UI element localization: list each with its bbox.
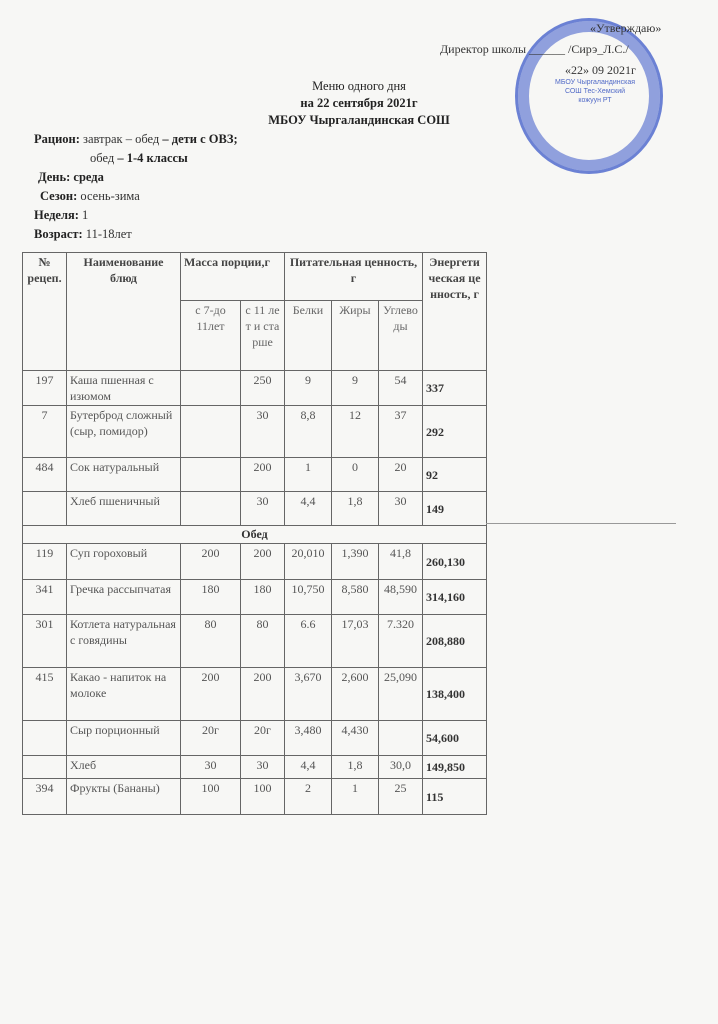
- cell-dish-name: Сыр порционный: [67, 721, 181, 756]
- cell-protein: 6.6: [285, 615, 332, 668]
- cell-mass-7-11: [181, 458, 241, 492]
- cell-carbs: 48,590: [379, 580, 423, 615]
- cell-carbs: 20: [379, 458, 423, 492]
- approval-block: [440, 18, 710, 81]
- cell-carbs: 30,0: [379, 756, 423, 779]
- week-value: 1: [78, 208, 89, 222]
- cell-energy: 208,880: [423, 615, 487, 668]
- cell-dish-name: Сок натуральный: [67, 458, 181, 492]
- cell-mass-7-11: 180: [181, 580, 241, 615]
- cell-fat: 4,430: [332, 721, 379, 756]
- header-dish: Наименование блюд: [67, 253, 181, 371]
- week-label: Неделя:: [34, 208, 79, 222]
- cell-recipe-no: [23, 492, 67, 526]
- cell-fat: 17,03: [332, 615, 379, 668]
- header-energy: Энергетическая ценность, г: [423, 253, 487, 371]
- menu-meta: [34, 130, 238, 244]
- cell-mass-11-plus: 30: [241, 756, 285, 779]
- cell-mass-11-plus: 180: [241, 580, 285, 615]
- table-row: [23, 458, 487, 492]
- cell-mass-7-11: [181, 371, 241, 406]
- cell-carbs: 54: [379, 371, 423, 406]
- cell-recipe-no: 415: [23, 668, 67, 721]
- cell-protein: 8,8: [285, 406, 332, 458]
- table-row: [23, 779, 487, 815]
- cell-carbs: 25: [379, 779, 423, 815]
- season-label: Сезон:: [40, 189, 78, 203]
- cell-dish-name: Хлеб пшеничный: [67, 492, 181, 526]
- cell-dish-name: Какао - напиток на молоке: [67, 668, 181, 721]
- header-nutrition: Питательная ценность, г: [285, 253, 423, 301]
- cell-recipe-no: 394: [23, 779, 67, 815]
- title-line-2: на 22 сентября 2021г: [300, 96, 418, 110]
- cell-carbs: 37: [379, 406, 423, 458]
- cell-energy: 54,600: [423, 721, 487, 756]
- cell-protein: 10,750: [285, 580, 332, 615]
- cell-dish-name: Суп гороховый: [67, 544, 181, 580]
- cell-carbs: 25,090: [379, 668, 423, 721]
- cell-mass-11-plus: 30: [241, 492, 285, 526]
- cell-mass-11-plus: 250: [241, 371, 285, 406]
- cell-protein: 3,480: [285, 721, 332, 756]
- header-carbs: Углеводы: [379, 301, 423, 371]
- table-row: [23, 492, 487, 526]
- table-row: [23, 721, 487, 756]
- ration-value: завтрак – обед: [83, 132, 160, 146]
- divider: [486, 523, 676, 524]
- cell-energy: 314,160: [423, 580, 487, 615]
- table-row: [23, 371, 487, 406]
- cell-mass-7-11: 200: [181, 544, 241, 580]
- cell-mass-11-plus: 80: [241, 615, 285, 668]
- cell-fat: 2,600: [332, 668, 379, 721]
- section-label: Обед: [23, 526, 487, 544]
- menu-table: [22, 252, 487, 815]
- cell-carbs: 30: [379, 492, 423, 526]
- cell-protein: 20,010: [285, 544, 332, 580]
- cell-protein: 2: [285, 779, 332, 815]
- cell-mass-7-11: 200: [181, 668, 241, 721]
- cell-dish-name: Каша пшенная с изюмом: [67, 371, 181, 406]
- document-title: [0, 78, 718, 129]
- cell-dish-name: Фрукты (Бананы): [67, 779, 181, 815]
- cell-mass-7-11: [181, 492, 241, 526]
- cell-carbs: [379, 721, 423, 756]
- cell-dish-name: Хлеб: [67, 756, 181, 779]
- header-mass: Масса порции,г: [181, 253, 285, 301]
- cell-protein: 4,4: [285, 756, 332, 779]
- cell-fat: 1,8: [332, 756, 379, 779]
- cell-mass-11-plus: 200: [241, 668, 285, 721]
- cell-energy: 260,130: [423, 544, 487, 580]
- cell-protein: 9: [285, 371, 332, 406]
- cell-recipe-no: 341: [23, 580, 67, 615]
- header-protein: Белки: [285, 301, 332, 371]
- title-line-3: МБОУ Чыргаландинская СОШ: [268, 113, 450, 127]
- cell-mass-7-11: 100: [181, 779, 241, 815]
- cell-mass-7-11: 30: [181, 756, 241, 779]
- cell-energy: 138,400: [423, 668, 487, 721]
- cell-dish-name: Бутерброд сложный (сыр, помидор): [67, 406, 181, 458]
- approval-date: «22» 09 2021г: [565, 63, 636, 77]
- ration-value-2: обед: [90, 151, 115, 165]
- table-row: [23, 406, 487, 458]
- cell-fat: 8,580: [332, 580, 379, 615]
- cell-mass-7-11: [181, 406, 241, 458]
- cell-energy: 149: [423, 492, 487, 526]
- ration-label: Рацион:: [34, 132, 80, 146]
- cell-protein: 3,670: [285, 668, 332, 721]
- cell-carbs: 41,8: [379, 544, 423, 580]
- cell-mass-7-11: 20г: [181, 721, 241, 756]
- cell-mass-7-11: 80: [181, 615, 241, 668]
- table-row: [23, 580, 487, 615]
- season-value: осень-зима: [77, 189, 140, 203]
- section-row-lunch: [23, 526, 487, 544]
- table-row: [23, 615, 487, 668]
- cell-mass-11-plus: 200: [241, 544, 285, 580]
- approval-heading: «Утверждаю»: [590, 21, 662, 35]
- cell-fat: 9: [332, 371, 379, 406]
- header-mass-7-11: с 7-до 11лет: [181, 301, 241, 371]
- cell-dish-name: Котлета натуральная с говядины: [67, 615, 181, 668]
- age-label: Возраст:: [34, 227, 83, 241]
- ration-value-2-bold: – 1-4 классы: [114, 151, 188, 165]
- cell-protein: 1: [285, 458, 332, 492]
- header-fat: Жиры: [332, 301, 379, 371]
- table-row: [23, 756, 487, 779]
- day-value: среда: [70, 170, 104, 184]
- cell-fat: 1,8: [332, 492, 379, 526]
- cell-recipe-no: [23, 756, 67, 779]
- cell-energy: 149,850: [423, 756, 487, 779]
- header-recipe-no: № рецеп.: [23, 253, 67, 371]
- cell-energy: 292: [423, 406, 487, 458]
- cell-energy: 115: [423, 779, 487, 815]
- cell-protein: 4,4: [285, 492, 332, 526]
- cell-dish-name: Гречка рассыпчатая: [67, 580, 181, 615]
- cell-recipe-no: 484: [23, 458, 67, 492]
- cell-fat: 1,390: [332, 544, 379, 580]
- director-line: Директор школы ______ /Сирэ_Л.С./: [440, 42, 629, 56]
- cell-recipe-no: 301: [23, 615, 67, 668]
- stamp-text: МБОУ Чыргаландинская СОШ Тес-Хемский кожуун РТ: [555, 79, 636, 104]
- cell-fat: 1: [332, 779, 379, 815]
- cell-fat: 0: [332, 458, 379, 492]
- cell-recipe-no: 119: [23, 544, 67, 580]
- table-row: [23, 668, 487, 721]
- cell-mass-11-plus: 20г: [241, 721, 285, 756]
- cell-energy: 92: [423, 458, 487, 492]
- cell-fat: 12: [332, 406, 379, 458]
- ration-value-bold: – дети с ОВЗ;: [159, 132, 238, 146]
- cell-mass-11-plus: 200: [241, 458, 285, 492]
- cell-mass-11-plus: 30: [241, 406, 285, 458]
- cell-carbs: 7.320: [379, 615, 423, 668]
- age-value: 11-18лет: [82, 227, 132, 241]
- title-line-1: Меню одного дня: [312, 79, 406, 93]
- cell-recipe-no: [23, 721, 67, 756]
- table-row: [23, 544, 487, 580]
- cell-mass-11-plus: 100: [241, 779, 285, 815]
- cell-recipe-no: 197: [23, 371, 67, 406]
- day-label: День:: [38, 170, 71, 184]
- cell-energy: 337: [423, 371, 487, 406]
- header-mass-11-plus: с 11 лет и старше: [241, 301, 285, 371]
- cell-recipe-no: 7: [23, 406, 67, 458]
